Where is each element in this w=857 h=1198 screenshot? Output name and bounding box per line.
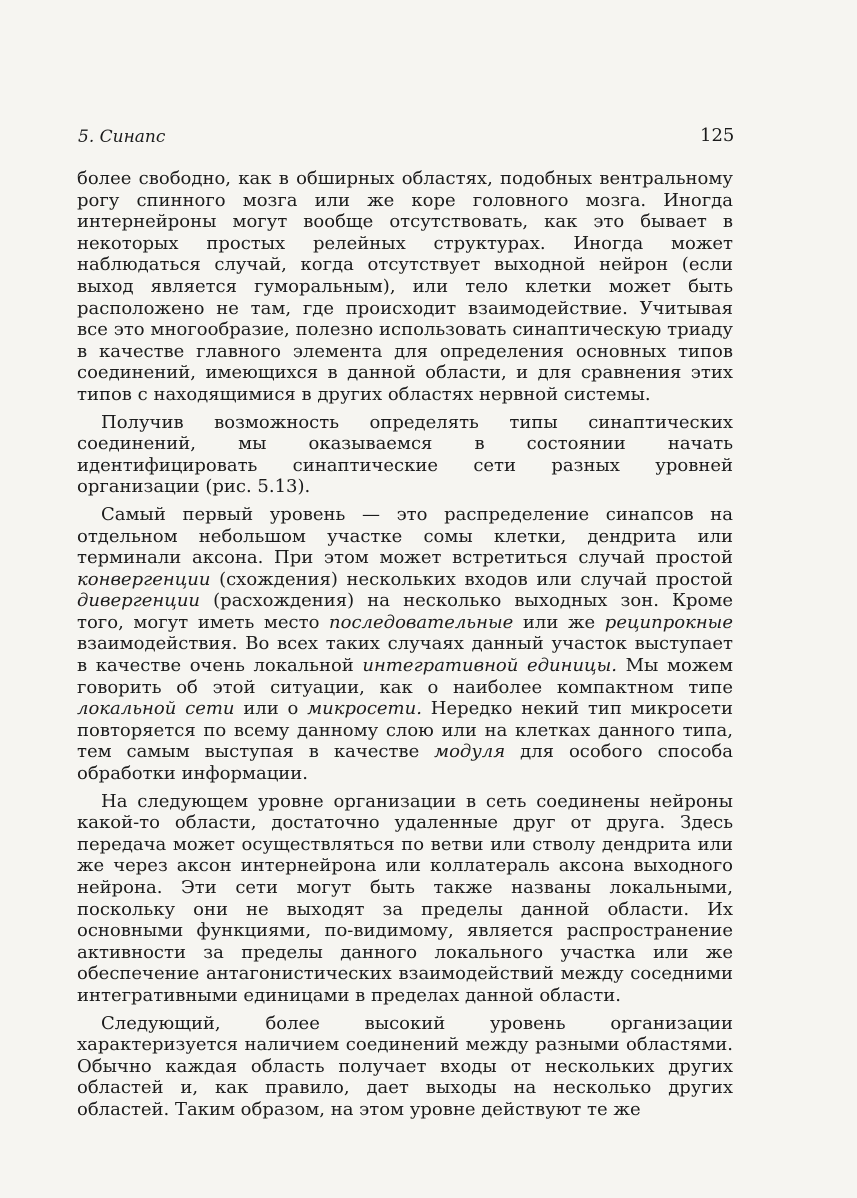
text-run: Самый первый уровень — это распределение синапсов на отдельном небольшом участке сомы клетки, дендрита или терминали аксона. При этом может встретиться случай простой — [77, 503, 733, 569]
page-number: 125 — [700, 125, 735, 146]
text-run: для особого способа обработки информации. — [77, 741, 733, 785]
paragraph-5 — [77, 1013, 733, 1121]
italic-term: микросети. — [307, 698, 422, 720]
text-run: более свободно, как в обширных областях, подобных вентральному рогу спинного мозга или же коре головного мозга. Иногда интернейроны могут вообще отсутствовать, как это бывает в некоторых простых релейных структурах. Иногда может наблюдаться случай, когда отсутствует выходной нейрон (если выход является гуморальным), или тело клетки может быть расположено не там, где происходит взаимодействие. Учитывая все это многообразие, полезно использовать синаптическую триаду в качестве главного элемента для определения основных типов соединений, имеющихся в данной области, и для сравнения этих типов с находящимися в других областях нервной системы. — [77, 168, 733, 405]
italic-term: модуля — [434, 741, 506, 763]
text-run: или же — [513, 611, 605, 633]
text-run: Получив возможность определять типы синаптических соединений, мы оказываемся в состоянии начать идентифицировать синаптические сети разных уровней организации (рис. 5.13). — [77, 411, 733, 498]
text-run: Мы можем говорить об этой ситуации, как о наиболее компактном типе — [77, 655, 734, 698]
paragraph-1 — [77, 168, 733, 406]
text-run: На следующем уровне организации в сеть соединены нейроны какой-то области, достаточно удаленные друг от друга. Здесь передача может осуществляться по ветви или стволу дендрита или же через аксон интернейрона или коллатераль аксона выходного нейрона. Эти сети могут быть также названы локальными, поскольку они не выходят за пределы данной области. Их основными функциями, по-видимому, является распространение активности за пределы данного локального участка или же обеспечение антагонистических взаимодействий между соседними интегративными единицами в пределах данной области. — [77, 790, 733, 1006]
text-run: (расхождения) на несколько выходных зон. Кроме того, могут иметь место — [77, 590, 733, 633]
paragraph-4 — [77, 791, 733, 1007]
paragraph-3 — [77, 504, 733, 785]
body-text — [77, 168, 733, 1121]
italic-term: локальной сети — [77, 698, 235, 720]
text-run: взаимодействия. Во всех таких случаях данный участок выступает в качестве очень локальной — [77, 633, 733, 677]
text-run: (схождения) нескольких входов или случай простой — [210, 568, 733, 590]
text-run: Нередко некий тип микросети повторяется по всему данному слою или на клетках данного типа, тем самым выступая в качестве — [77, 698, 733, 763]
running-head: 5. Синапс — [78, 127, 166, 147]
italic-term: интегративной единицы. — [362, 655, 617, 677]
text-run: Следующий, более высокий уровень организации характеризуется наличием соединений между разными областями. Обычно каждая область получает входы от нескольких других областей и, как правило, дает выходы на несколько других областей. Таким образом, на этом уровне действуют те же — [77, 1012, 733, 1120]
italic-term: последовательные — [329, 611, 514, 633]
italic-term: реципрокные — [604, 611, 733, 633]
text-run: или о — [234, 698, 308, 720]
italic-term: конвергенции — [77, 568, 211, 590]
italic-term: дивергенции — [77, 590, 201, 612]
paragraph-2 — [77, 412, 733, 498]
